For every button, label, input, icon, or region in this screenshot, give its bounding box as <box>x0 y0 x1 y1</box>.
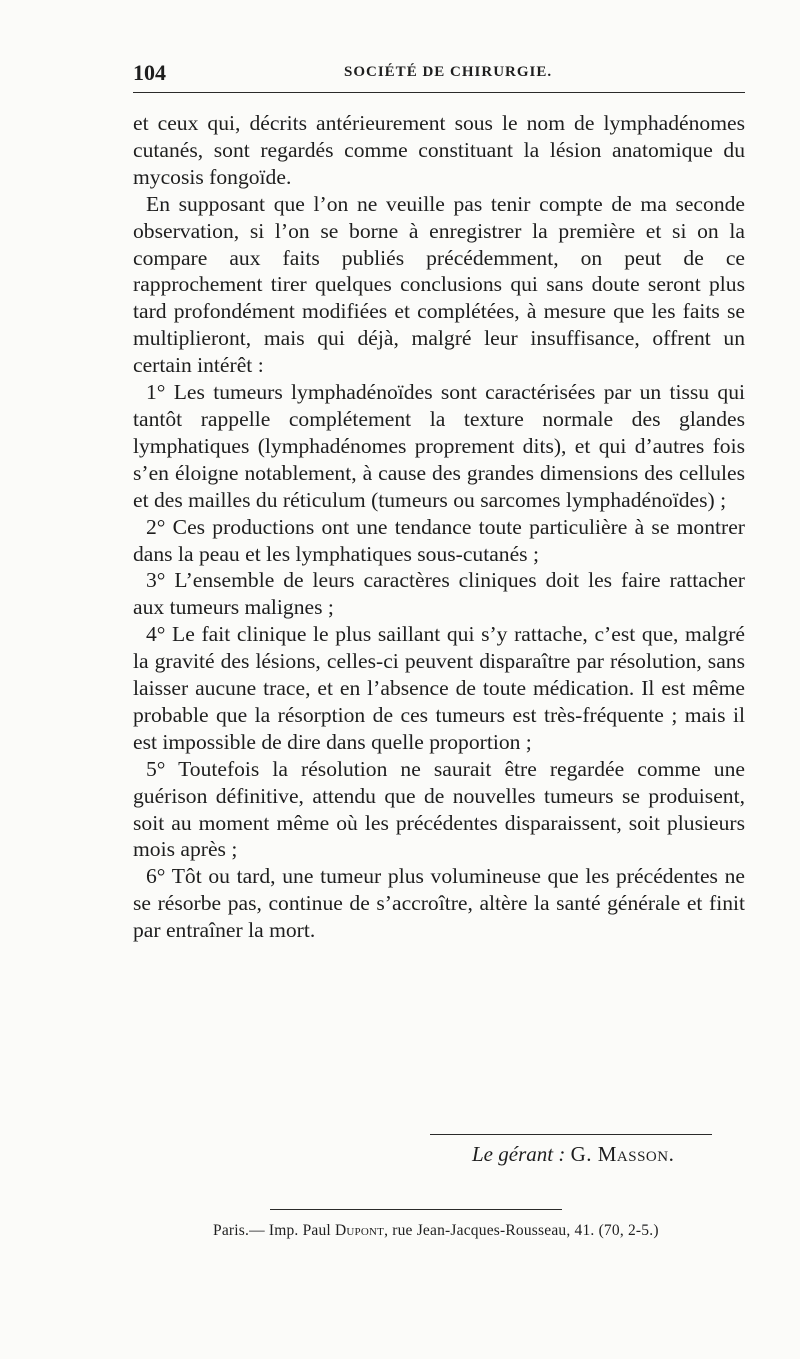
conclusion-item: 2° Ces productions ont une tendance toute particulière à se montrer dans la peau et les lymphatiques sous-cutanés ; <box>133 514 745 566</box>
paragraph: En supposant que l’on ne veuille pas tenir compte de ma seconde observation, si l’on se borne à enregistrer la première et si on la compare aux faits publiés précédemment, on peut de ce rapprochement tirer quelques conclusions qui sans doute seront plus tard profondément modifiées et complétées, à mesure que les faits se multiplieront, mais qui déjà, malgré leur insuffisance, offrent un certain intérêt : <box>133 191 745 378</box>
imprint-printer: Dupont <box>335 1222 385 1239</box>
header-rule <box>133 92 745 93</box>
signature-role: Le gérant : <box>472 1142 566 1166</box>
printer-imprint <box>213 1222 659 1240</box>
page-number: 104 <box>133 60 166 85</box>
conclusion-item: 6° Tôt ou tard, une tumeur plus volumineuse que les précédentes ne se résorbe pas, continue de s’accroître, altère la santé générale et finit par entraîner la mort. <box>133 864 745 943</box>
signature-name: G. Masson. <box>570 1142 675 1166</box>
conclusion-item: 5° Toutefois la résolution ne saurait être regardée comme une guérison définitive, attendu que de nouvelles tumeurs se produisent, soit au moment même où les précédentes disparaissent, soit plusieurs mois après ; <box>133 756 745 862</box>
signature-rule <box>430 1134 712 1135</box>
imprint-rule <box>270 1209 562 1210</box>
running-title: SOCIÉTÉ DE CHIRURGIE. <box>344 64 553 80</box>
conclusion-item: 4° Le fait clinique le plus saillant qui s’y rattache, c’est que, malgré la gravité des lésions, celles-ci peuvent disparaître par résolution, sans laisser aucune trace, et en l’absence de toute médication. Il est même probable que la résorption de ces tumeurs est très-fréquente ; mais il est impossible de dire dans quelle proportion ; <box>133 622 745 754</box>
imprint-prefix: Paris.— Imp. Paul <box>213 1222 331 1239</box>
conclusion-item: 3° L’ensemble de leurs caractères cliniques doit les faire rattacher aux tumeurs malignes ; <box>133 568 745 620</box>
signature <box>472 1142 674 1167</box>
body-text <box>133 110 745 944</box>
conclusion-item: 1° Les tumeurs lymphadénoïdes sont caractérisées par un tissu qui tantôt rappelle complétement la texture normale des glandes lymphatiques (lymphadénomes proprement dits), et qui d’autres fois s’en éloigne notablement, à cause des grandes dimensions des cellules et des mailles du réticulum (tumeurs ou sarcomes lymphadénoïdes) ; <box>133 380 745 512</box>
imprint-suffix: , rue Jean-Jacques-Rousseau, 41. (70, 2-5.) <box>384 1222 659 1239</box>
paragraph: et ceux qui, décrits antérieurement sous le nom de lymphadénomes cutanés, sont regardés comme constituant la lésion anatomique du mycosis fongoïde. <box>133 111 745 189</box>
